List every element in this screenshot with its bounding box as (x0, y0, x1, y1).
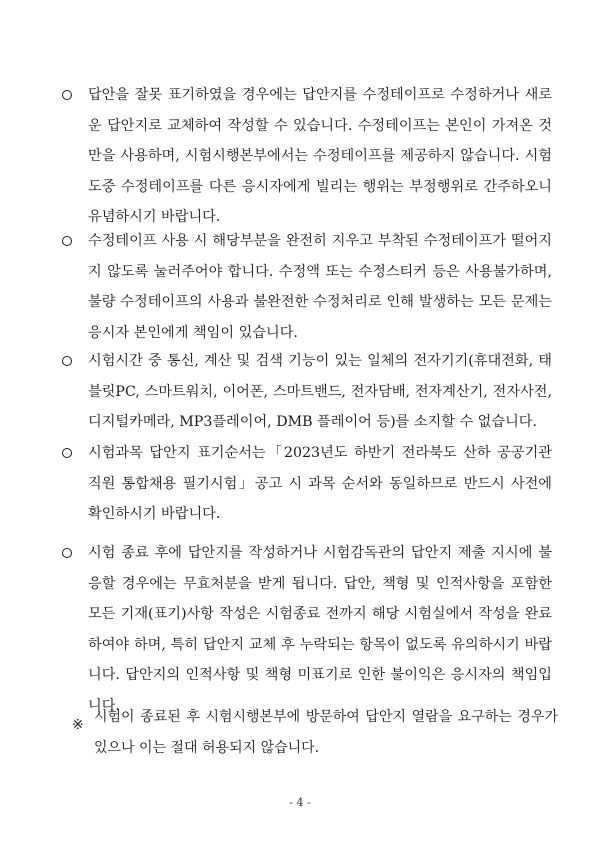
circle-bullet-icon (62, 548, 72, 558)
circle-bullet-icon (62, 236, 72, 246)
circle-bullet-icon (62, 356, 72, 366)
notice-item (62, 234, 552, 348)
circle-bullet-icon (62, 90, 72, 100)
reference-mark-icon: ※ (72, 717, 84, 733)
footnote (72, 710, 558, 763)
footnote-text: 시험이 종료된 후 시험시행본부에 방문하여 답안지 열람을 요구하는 경우가 있으나 이는 절대 허용되지 않습니다. (94, 709, 558, 756)
notice-item (62, 446, 552, 530)
notice-item-text: 시험시간 중 통신, 계산 및 검색 기능이 있는 일체의 전자기기(휴대전화, 태블릿PC, 스마트워치, 이어폰, 스마트밴드, 전자담배, 전자계산기, 전자사전, 디지털카메라, MP3플레이어, DMB 플레이어 등)를 소지할 수 없습니다. (88, 353, 552, 430)
notice-item-text: 시험 종료 후에 답안지를 작성하거나 시험감독관의 답안지 제출 지시에 불응할 경우에는 무효처분을 받게 됩니다. 답안, 책형 및 인적사항을 포함한 모든 기재(표기)사항 작성은 시험종료 전까지 해당 시험실에서 작성을 완료하여야 하며, 특히 답안지 교체 후 누락되는 항목이 없도록 유의하시기 바랍니다. 답안지의 인적사항 및 책형 미표기로 인한 불이익은 응시자의 책임입니다. (88, 545, 552, 714)
notice-item-text: 수정테이프 사용 시 해당부분을 완전히 지우고 부착된 수정테이프가 떨어지지 않도록 눌러주어야 합니다. 수정액 또는 수정스티커 등은 사용불가하며, 불량 수정테이프의 사용과 불완전한 수정처리로 인해 발생하는 모든 문제는 응시자 본인에게 책임이 있습니다. (88, 233, 552, 341)
notice-item (62, 546, 552, 721)
circle-bullet-icon (62, 448, 72, 458)
notice-item-text: 시험과목 답안지 표기순서는「2023년도 하반기 전라북도 산하 공공기관 직원 통합채용 필기시험」공고 시 과목 순서와 동일하므로 반드시 사전에 확인하시기 바랍니다. (88, 445, 552, 522)
notice-item (62, 88, 552, 233)
notice-item-text: 답안을 잘못 표기하였을 경우에는 답안지를 수정테이프로 수정하거나 새로운 답안지로 교체하여 작성할 수 있습니다. 수정테이프는 본인이 가져온 것만을 사용하며, 시험시행본부에서는 수정테이프를 제공하지 않습니다. 시험 도중 수정테이프를 다른 응시자에게 빌리는 행위는 부정행위로 간주하오니 유념하시기 바랍니다. (88, 87, 552, 225)
page-number: - 4 - (289, 796, 311, 809)
notice-item (62, 354, 552, 438)
